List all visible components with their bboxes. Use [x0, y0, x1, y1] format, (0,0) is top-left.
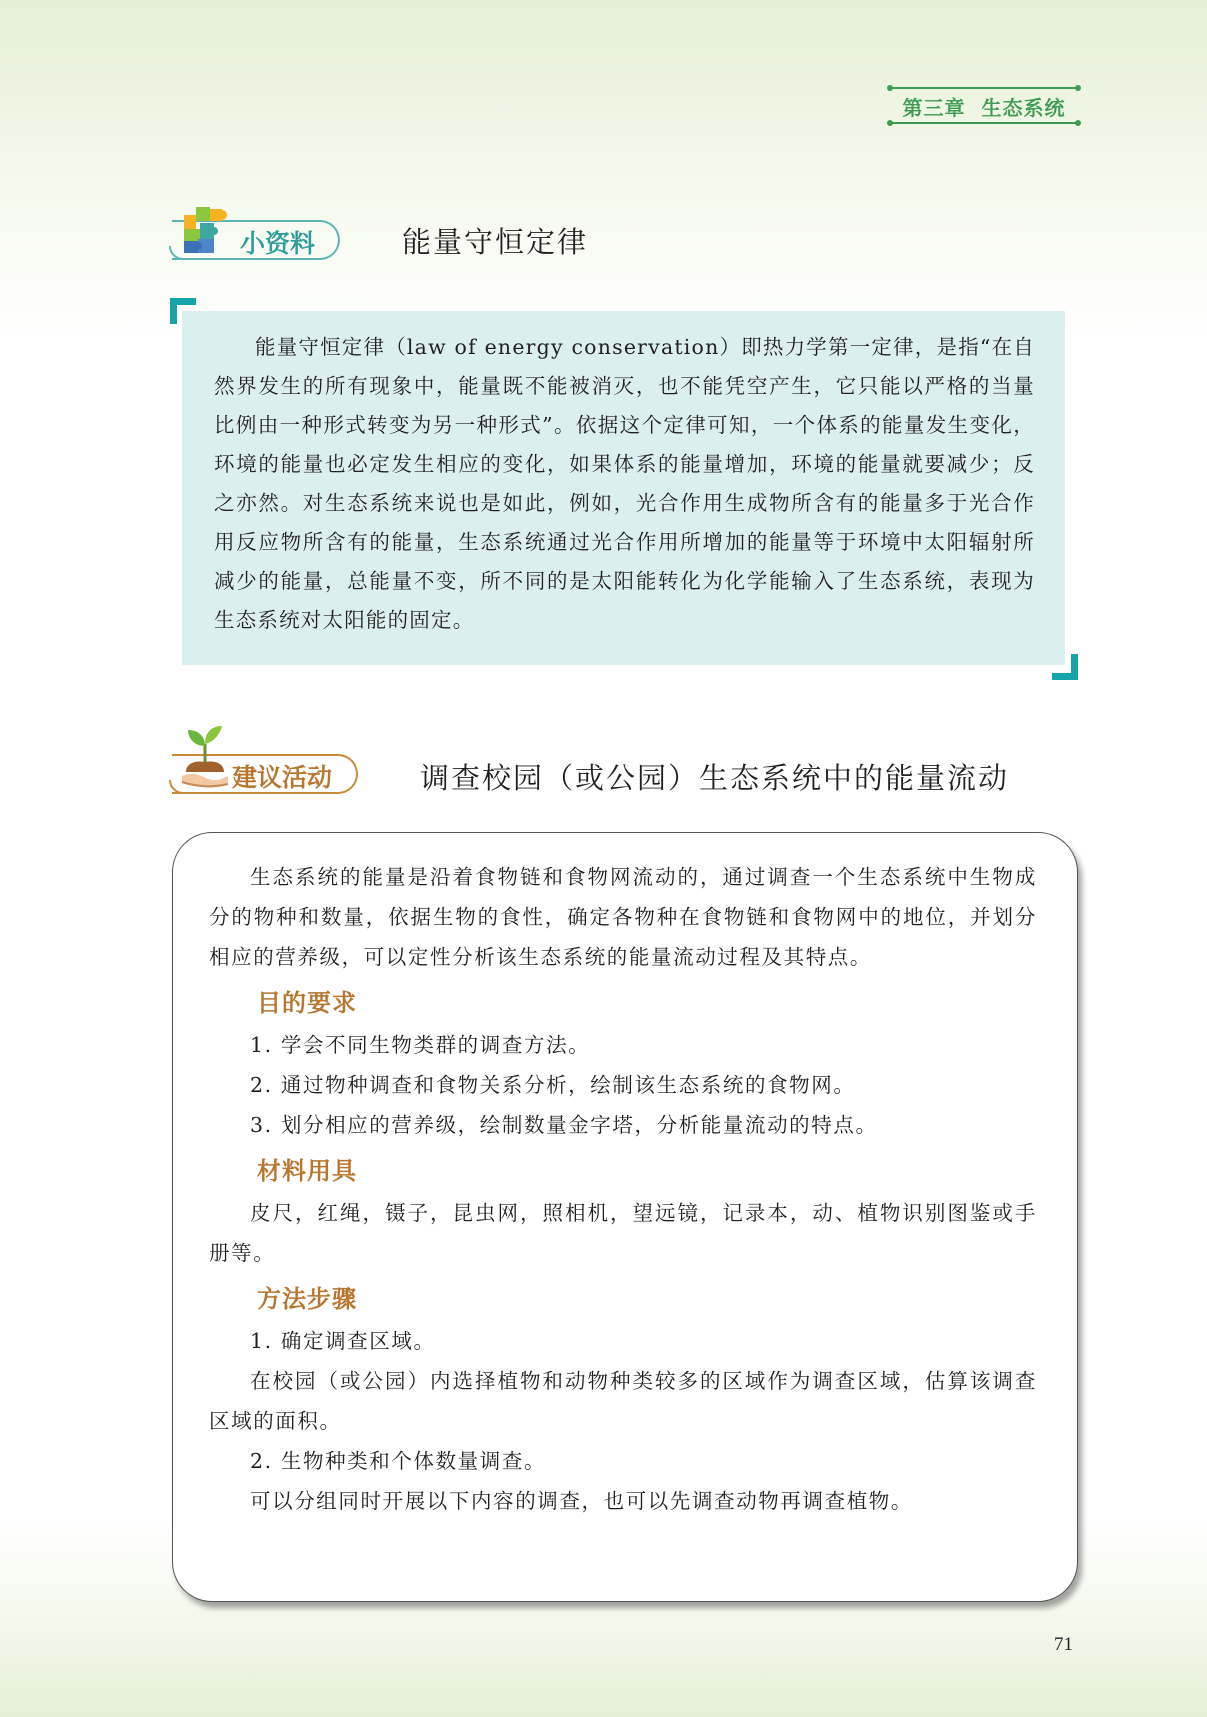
info-box: [182, 311, 1065, 665]
activity-intro: 生态系统的能量是沿着食物链和食物网流动的，通过调查一个生态系统中生物成分的物种和数量，依据生物的食性，确定各物种在食物链和食物网中的地位，并划分相应的营养级，可以定性分析该生态系统的能量流动过程及其特点。: [209, 865, 1037, 969]
info-text: 能量守恒定律（law of energy conservation）即热力学第一定律，是指“在自然界发生的所有现象中，能量既不能被消灭，也不能凭空产生，它只能以严格的当量比例由一种形式转变为另一种形式”。依据这个定律可知，一个体系的能量发生变化，环境的能量也必定发生相应的变化，如果体系的能量增加，环境的能量就要减少；反之亦然。对生态系统来说也是如此，例如，光合作用生成物所含有的能量多于光合作用反应物所含有的能量，生态系统通过光合作用所增加的能量等于环境中太阳辐射所减少的能量，总能量不变，所不同的是太阳能转化为化学能输入了生态系统，表现为生态系统对太阳能的固定。: [214, 335, 1035, 632]
page-number: 71: [1054, 1634, 1073, 1655]
chapter-number: 第三章: [902, 96, 966, 120]
chapter-title: [890, 92, 1078, 121]
goal-item: 2. 通过物种调查和食物关系分析，绘制该生态系统的食物网。: [250, 1073, 856, 1097]
step-text: 在校园（或公园）内选择植物和动物种类较多的区域作为调查区域，估算该调查区域的面积。: [209, 1369, 1037, 1433]
info-badge-label: 小资料: [240, 229, 316, 258]
header-rule-top: [890, 87, 1078, 89]
chapter-name: 生态系统: [981, 96, 1066, 120]
goals-heading: 目的要求: [257, 989, 357, 1017]
goal-item: 3. 划分相应的营养级，绘制数量金字塔，分析能量流动的特点。: [250, 1113, 878, 1137]
sprout-icon: [180, 722, 230, 790]
chapter-header: [890, 84, 1078, 126]
header-dot: [1075, 85, 1081, 91]
info-corner-bottom-right: [1052, 654, 1078, 680]
materials-heading: 材料用具: [257, 1157, 357, 1185]
header-rule-bottom: [890, 122, 1078, 124]
header-dot: [887, 85, 893, 91]
step-title: 2. 生物种类和个体数量调查。: [250, 1449, 547, 1473]
materials-text: 皮尺，红绳，镊子，昆虫网，照相机，望远镜，记录本，动、植物识别图鉴或手册等。: [209, 1201, 1037, 1265]
activity-title: 调查校园（或公园）生态系统中的能量流动: [420, 761, 1010, 795]
step-text: 可以分组同时开展以下内容的调查，也可以先调查动物再调查植物。: [250, 1489, 913, 1513]
goal-item: 1. 学会不同生物类群的调查方法。: [250, 1033, 591, 1057]
steps-heading: 方法步骤: [257, 1285, 357, 1313]
step-title: 1. 确定调查区域。: [250, 1329, 436, 1353]
puzzle-icon: [182, 205, 232, 257]
activity-badge-label: 建议活动: [232, 763, 333, 792]
info-title: 能量守恒定律: [402, 225, 589, 259]
activity-box: [172, 832, 1078, 1602]
